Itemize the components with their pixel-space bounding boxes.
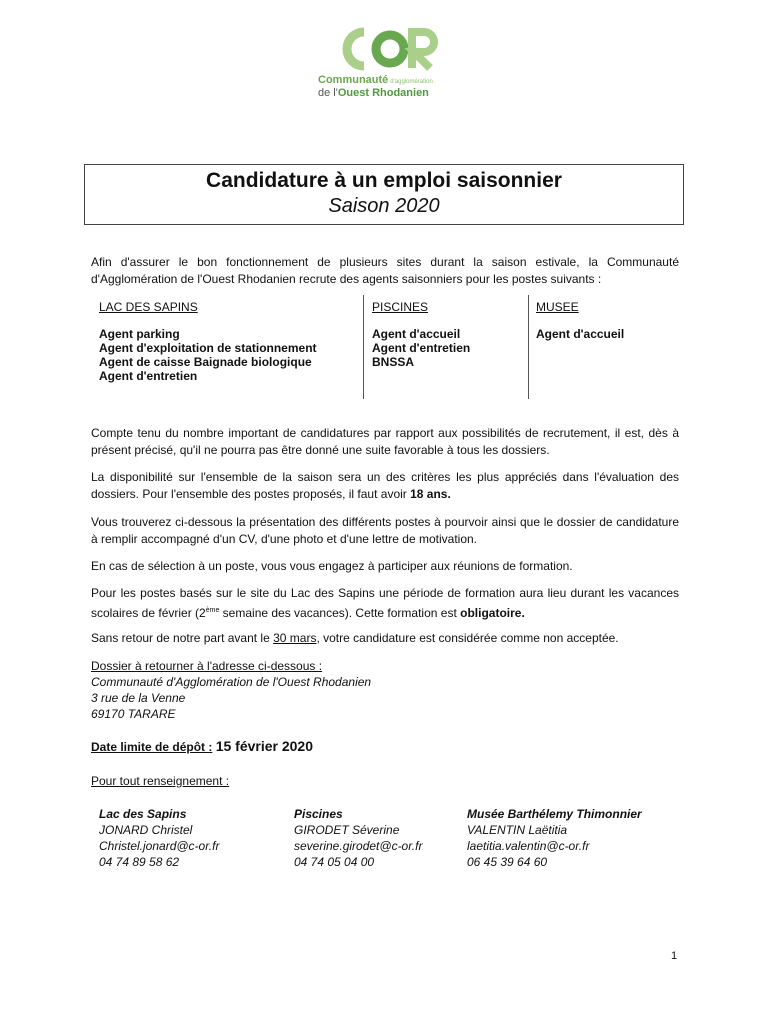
contact-site: Musée Barthélemy Thimonnier: [467, 807, 642, 821]
posts-column-piscines: [364, 295, 528, 399]
address-block: [91, 658, 679, 722]
contact-phone: 04 74 89 58 62: [99, 855, 180, 869]
logo-line1: Communauté d'agglomération: [318, 74, 433, 86]
post-list: [536, 327, 624, 341]
post-item: Agent d'entretien: [372, 341, 471, 355]
address-heading: Dossier à retourner à l'adresse ci-dessous :: [91, 659, 323, 673]
contact-email[interactable]: severine.girodet@c-or.fr: [294, 839, 423, 853]
address-street: 3 rue de la Venne: [91, 691, 186, 705]
logo-line2: de l'Ouest Rhodanien: [318, 87, 429, 99]
post-item: Agent de caisse Baignade biologique: [99, 355, 312, 369]
post-item: BNSSA: [372, 355, 415, 369]
contact-name: GIRODET Séverine: [294, 823, 400, 837]
contact-site: Piscines: [294, 807, 343, 821]
page-subtitle: Saison 2020: [328, 195, 440, 217]
address-org: Communauté d'Agglomération de l'Ouest Rhodanien: [91, 675, 372, 689]
logo: [318, 24, 458, 104]
contact-email[interactable]: Christel.jonard@c-or.fr: [99, 839, 220, 853]
column-header: MUSEE: [536, 300, 579, 314]
posts-table: [91, 295, 681, 399]
page-title: Candidature à un emploi saisonnier: [206, 169, 562, 192]
post-item: Agent d'exploitation de stationnement: [99, 341, 317, 355]
page-number: 1: [671, 950, 678, 962]
post-item: Agent d'accueil: [536, 327, 625, 341]
post-list: [99, 327, 317, 383]
contact-phone: 06 45 39 64 60: [467, 855, 548, 869]
paragraph-presentation: Vous trouverez ci-dessous la présentation des différents postes à pourvoir ainsi que le dossier de candidature à remplir accompagné d'un CV, d'une photo et d'une lettre de motivation.: [91, 515, 679, 546]
intro-paragraph: Afin d'assurer le bon fonctionnement de plusieurs sites durant la saison estivale, la Communauté d'Agglomération de l'Ouest Rhodanien recrute des agents saisonniers pour les postes suivants :: [91, 255, 679, 286]
logo-cor-icon: [340, 24, 440, 74]
contact-name: JONARD Christel: [99, 823, 193, 837]
deadline-date: 15 février 2020: [215, 738, 314, 754]
posts-column-musee: [529, 295, 679, 399]
paragraph-formation: En cas de sélection à un poste, vous vous engagez à participer aux réunions de formation.: [91, 559, 573, 573]
post-item: Agent d'entretien: [99, 369, 198, 383]
address-city: 69170 TARARE: [91, 707, 176, 721]
deadline-label: Date limite de dépôt :: [91, 740, 213, 754]
deadline: [91, 738, 679, 756]
column-header: LAC DES SAPINS: [99, 300, 198, 314]
post-item: Agent d'accueil: [372, 327, 461, 341]
paragraph-lac-formation: Pour les postes basés sur le site du Lac des Sapins une période de formation aura lieu durant les vacances scolaires de février (2ème semaine des vacances). Cette formation est obligatoire.: [91, 586, 679, 620]
paragraph-retour: Sans retour de notre part avant le 30 mars, votre candidature est considérée comme non acceptée.: [91, 631, 619, 645]
post-list: [372, 327, 470, 369]
contact-lac: [99, 806, 219, 870]
paragraph-candidatures: Compte tenu du nombre important de candidatures par rapport aux possibilités de recrutement, il est, dès à présent précisé, qu'il ne pourra pas être donné une suite favorable à tous les dossiers.: [91, 426, 679, 457]
column-header: PISCINES: [372, 300, 429, 314]
contact-musee: [467, 806, 642, 870]
contact-piscines: [294, 806, 422, 870]
post-item: Agent parking: [99, 327, 180, 341]
contact-phone: 04 74 05 04 00: [294, 855, 375, 869]
posts-column-lac: [91, 295, 361, 399]
contact-site: Lac des Sapins: [99, 807, 187, 821]
title-box: [84, 164, 684, 225]
paragraph-disponibilite: La disponibilité sur l'ensemble de la saison sera un des critères les plus appréciés dans l'évaluation des dossiers. Pour l'ensemble des postes proposés, il faut avoir 18 ans.: [91, 470, 679, 501]
contact-name: VALENTIN Laëtitia: [467, 823, 568, 837]
info-heading: Pour tout renseignement :: [91, 774, 230, 788]
contact-email[interactable]: laetitia.valentin@c-or.fr: [467, 839, 590, 853]
